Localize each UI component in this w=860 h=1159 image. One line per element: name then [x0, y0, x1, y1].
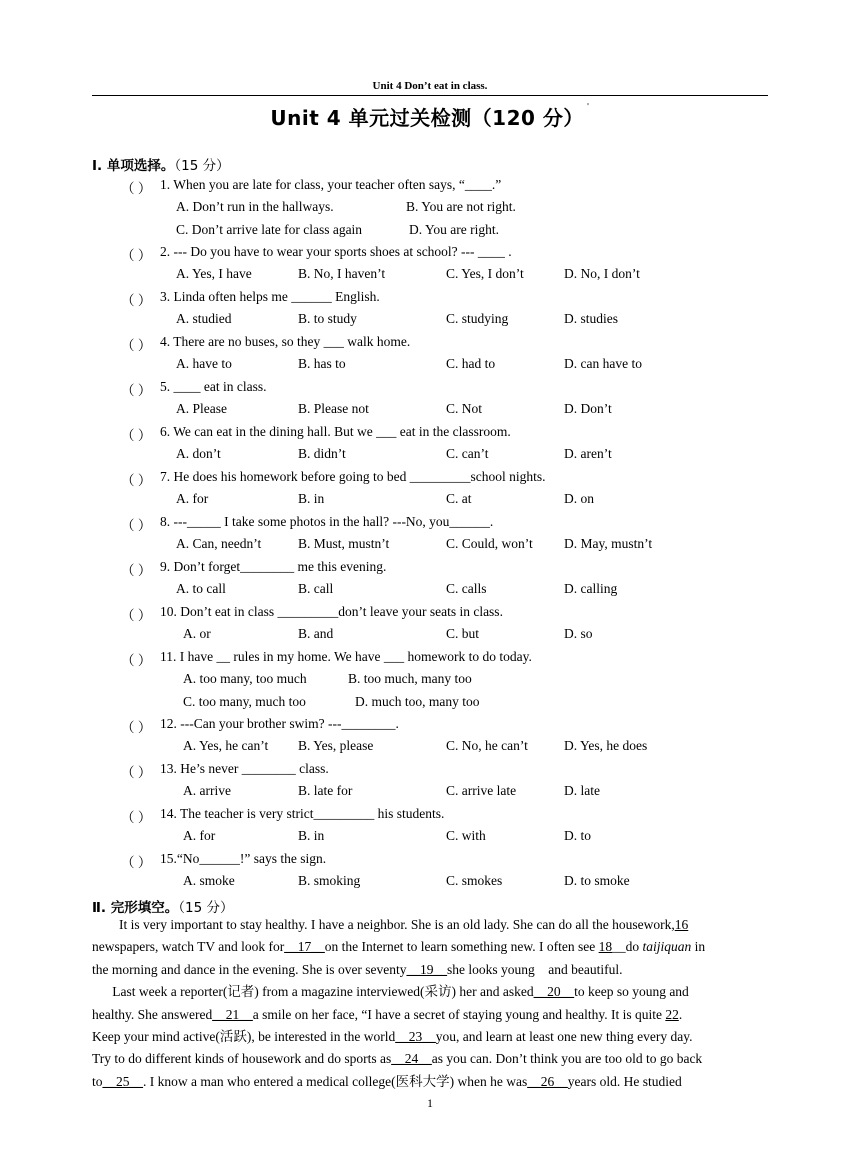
question-stem: 4. There are no buses, so they ___ walk home.	[160, 334, 411, 349]
option-a: A. to call	[176, 581, 226, 596]
answer-bracket: （ ）	[121, 563, 152, 578]
header-rule	[92, 95, 768, 96]
option-a: A. for	[176, 491, 209, 506]
running-header: Unit 4 Don’t eat in class.	[372, 80, 488, 92]
option-a: A. Yes, I have	[176, 266, 252, 281]
question-stem: 11. I have __ rules in my home. We have ___ homework to do today.	[160, 649, 532, 664]
answer-bracket: （ ）	[121, 810, 152, 825]
option-c: C. but	[446, 626, 480, 641]
answer-bracket: （ ）	[121, 338, 152, 353]
option-b: B. late for	[298, 783, 353, 798]
option-a: A. don’t	[176, 446, 221, 461]
passage-line	[92, 914, 768, 936]
passage-text: in	[691, 939, 706, 955]
blank-number: __20__	[533, 984, 575, 1000]
answer-bracket: （ ）	[121, 181, 152, 196]
option-b: B. Must, mustn’t	[298, 536, 390, 551]
option-d: D. on	[564, 491, 594, 506]
passage-line	[92, 936, 768, 958]
option-c: C. Could, won’t	[446, 536, 533, 551]
answer-bracket: （ ）	[121, 653, 152, 668]
passage-line	[92, 1004, 768, 1026]
option-a: A. arrive	[183, 783, 231, 798]
option-b: B. in	[298, 491, 325, 506]
option-b: B. Please not	[298, 401, 369, 416]
blank-number: __25__	[102, 1073, 144, 1089]
page-title	[92, 102, 768, 131]
option-d: D. No, I don’t	[564, 266, 640, 281]
option-d: D. so	[564, 626, 593, 641]
blank-number: 16	[674, 917, 689, 932]
option-b: B. smoking	[298, 873, 361, 888]
passage-text: years old. He studied	[567, 1073, 682, 1089]
cloze-passage	[92, 914, 768, 1093]
option-d: D. much too, many too	[355, 694, 480, 709]
section1-points: （15 分）	[174, 158, 230, 174]
answer-bracket: （ ）	[121, 428, 152, 443]
question-stem: 8. ---_____ I take some photos in the hall? ---No, you______.	[160, 514, 494, 529]
option-c: C. at	[446, 491, 472, 506]
option-d: D. calling	[564, 581, 618, 596]
question-stem: 12. ---Can your brother swim? ---________.	[160, 716, 399, 731]
answer-bracket: （ ）	[121, 855, 152, 870]
option-d: D. aren’t	[564, 446, 612, 461]
passage-line	[92, 981, 768, 1003]
answer-bracket: （ ）	[121, 608, 152, 623]
section2-heading	[92, 896, 233, 916]
passage-line	[92, 1071, 768, 1093]
option-c: C. calls	[446, 581, 487, 596]
option-d: D. Don’t	[564, 401, 612, 416]
question-stem: 13. He’s never ________ class.	[160, 761, 329, 776]
option-a: A. Please	[176, 401, 227, 416]
section1-heading-text: Ⅰ. 单项选择。	[92, 158, 175, 174]
option-a: A. Yes, he can’t	[183, 738, 269, 753]
section1-heading	[92, 154, 230, 174]
question-stem: 2. --- Do you have to wear your sports shoes at school? --- ____ .	[160, 244, 512, 259]
passage-text: a smile on her face, “I have a secret of staying young and healthy. It is quite	[252, 1006, 666, 1022]
option-b: B. call	[298, 581, 334, 596]
blank-number: 18	[598, 939, 613, 955]
option-b: B. in	[298, 828, 325, 843]
option-c: C. Not	[446, 401, 483, 416]
option-b: B. Yes, please	[298, 738, 374, 753]
option-a: A. studied	[176, 311, 232, 326]
option-c: C. had to	[446, 356, 496, 371]
option-a: A. Don’t run in the hallways.	[176, 199, 334, 214]
option-b: B. has to	[298, 356, 346, 371]
question-stem: 3. Linda often helps me ______ English.	[160, 289, 380, 304]
passage-text: healthy. She answered	[92, 1006, 213, 1022]
option-c: C. No, he can’t	[446, 738, 528, 753]
passage-text: Try to do different kinds of housework and do sports as	[92, 1051, 392, 1067]
blank-number: 22	[665, 1006, 679, 1022]
passage-text: to	[92, 1073, 103, 1089]
passage-text: on the Internet to learn something new. I often see	[324, 939, 599, 955]
passage-text: __do	[612, 939, 643, 955]
option-c: C. studying	[446, 311, 509, 326]
option-d: D. to smoke	[564, 873, 630, 888]
option-b: B. You are not right.	[406, 199, 516, 214]
answer-bracket: （ ）	[121, 248, 152, 263]
blank-number: __26__	[527, 1073, 568, 1089]
option-d: D. You are right.	[409, 222, 499, 237]
option-b: B. too much, many too	[348, 671, 472, 686]
option-b: B. No, I haven’t	[298, 266, 386, 281]
option-c: C. too many, much too	[183, 694, 306, 709]
option-a: A. smoke	[183, 873, 235, 888]
option-d: D. to	[564, 828, 591, 843]
blank-number: __23__	[395, 1028, 436, 1044]
question-stem: 6. We can eat in the dining hall. But we ___ eat in the classroom.	[160, 424, 511, 439]
section2-points: （15 分）	[178, 900, 234, 916]
passage-text: . I know a man who entered a medical college(医科大学) when he was	[143, 1073, 528, 1089]
passage-text: she looks young and beautiful.	[447, 961, 623, 977]
passage-text: It is very important to stay healthy. I have a neighbor. She is an old lady. She can do all the housework,	[92, 917, 675, 932]
answer-bracket: （ ）	[121, 383, 152, 398]
page-title-text: Unit 4 单元过关检测（120 分）	[270, 106, 584, 130]
passage-text: .	[678, 1006, 683, 1022]
answer-bracket: （ ）	[121, 473, 152, 488]
passage-text: Last week a reporter(记者) from a magazine interviewed(采访) her and asked	[92, 984, 534, 1000]
passage-text: the morning and dance in the evening. She is over seventy	[92, 961, 407, 977]
passage-text: Keep your mind active(活跃), be interested in the world	[92, 1028, 396, 1044]
blank-number: __21__	[212, 1006, 253, 1022]
option-c: C. Don’t arrive late for class again	[176, 222, 363, 237]
blank-number: __17__	[284, 939, 325, 955]
question-stem: 14. The teacher is very strict_________ his students.	[160, 806, 445, 821]
option-a: A. or	[183, 626, 211, 641]
option-c: C. Yes, I don’t	[446, 266, 524, 281]
question-stem: 9. Don’t forget________ me this evening.	[160, 559, 387, 574]
question-stem: 1. When you are late for class, your teacher often says, “____.”	[160, 177, 502, 192]
option-c: C. arrive late	[446, 783, 517, 798]
option-b: B. and	[298, 626, 334, 641]
passage-text: to keep so young and	[574, 984, 689, 1000]
answer-bracket: （ ）	[121, 720, 152, 735]
italic-term: taijiquan	[642, 939, 692, 955]
option-b: B. didn’t	[298, 446, 346, 461]
question-stem: 7. He does his homework before going to bed _________school nights.	[160, 469, 546, 484]
passage-line	[92, 1048, 768, 1070]
option-d: D. May, mustn’t	[564, 536, 653, 551]
passage-line	[92, 959, 768, 981]
passage-line	[92, 1026, 768, 1048]
option-a: A. too many, too much	[183, 671, 307, 686]
option-c: C. can’t	[446, 446, 489, 461]
page-number: 1	[427, 1096, 433, 1110]
option-c: C. with	[446, 828, 486, 843]
option-d: D. studies	[564, 311, 618, 326]
section2-heading-text: Ⅱ. 完形填空。	[92, 900, 179, 916]
question-stem: 10. Don’t eat in class _________don’t leave your seats in class.	[160, 604, 503, 619]
blank-number: __24__	[391, 1051, 432, 1067]
option-d: D. Yes, he does	[564, 738, 648, 753]
option-b: B. to study	[298, 311, 357, 326]
answer-bracket: （ ）	[121, 293, 152, 308]
option-a: A. have to	[176, 356, 232, 371]
option-d: D. can have to	[564, 356, 642, 371]
option-a: A. for	[183, 828, 216, 843]
passage-text: newspapers, watch TV and look for	[92, 939, 285, 955]
blank-number: __19__	[406, 961, 448, 977]
answer-bracket: （ ）	[121, 518, 152, 533]
passage-text: you, and learn at least one new thing every day.	[435, 1028, 693, 1044]
question-stem: 5. ____ eat in class.	[160, 379, 267, 394]
passage-text: as you can. Don’t think you are too old to go back	[431, 1051, 703, 1067]
question-stem: 15.“No______!” says the sign.	[160, 851, 327, 866]
title-mark: '	[586, 102, 590, 111]
option-c: C. smokes	[446, 873, 503, 888]
option-d: D. late	[564, 783, 600, 798]
option-a: A. Can, needn’t	[176, 536, 262, 551]
answer-bracket: （ ）	[121, 765, 152, 780]
